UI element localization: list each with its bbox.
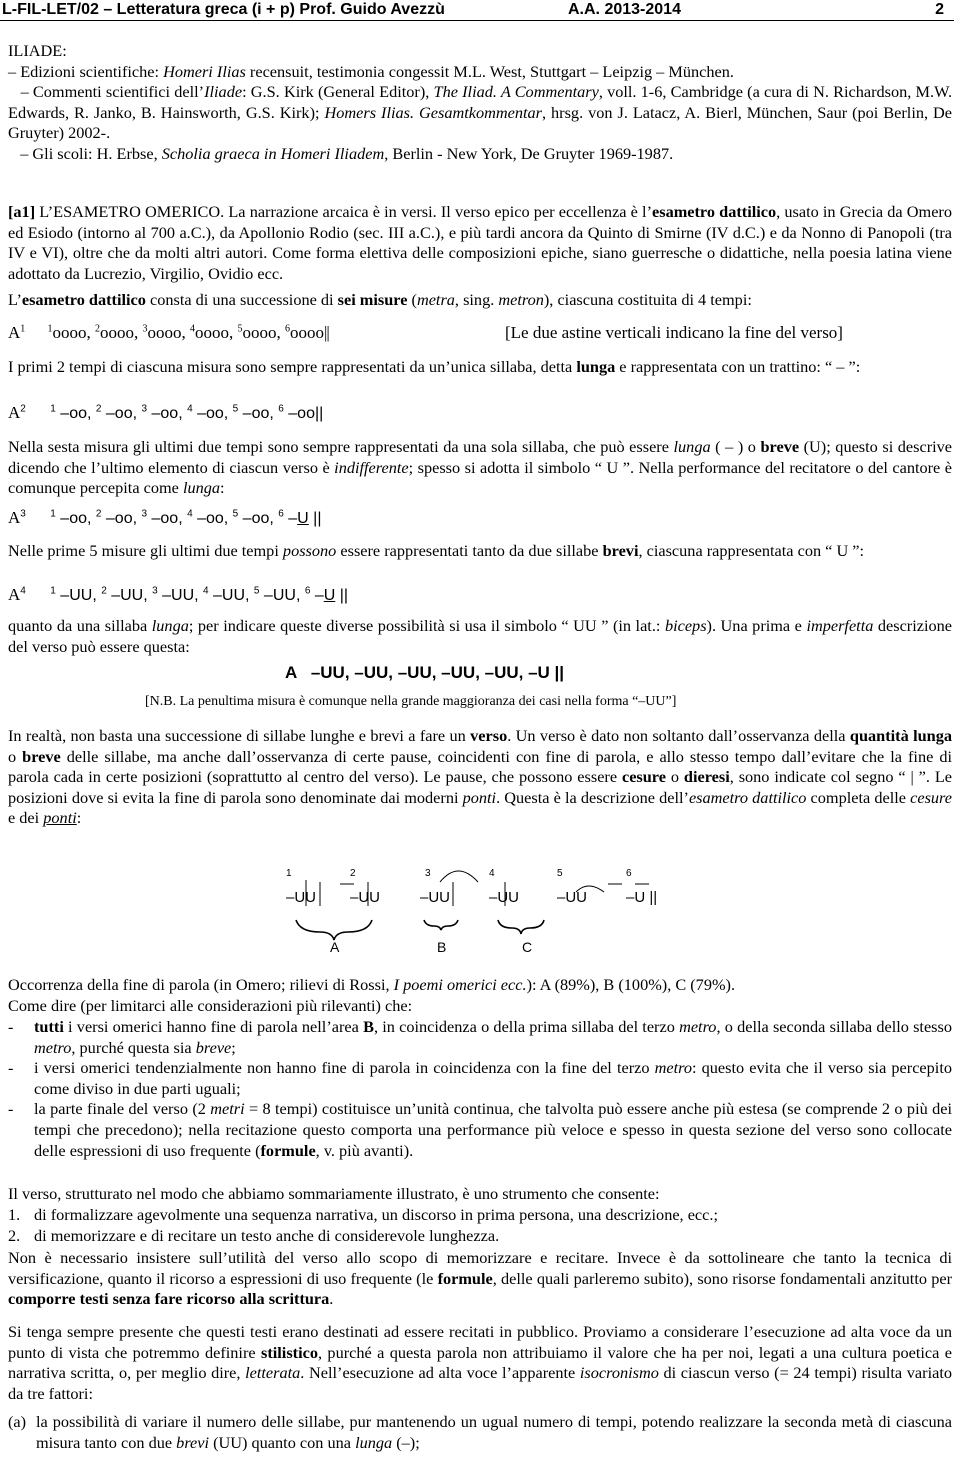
metron-number: 4 <box>489 868 495 879</box>
paragraph-sesta-misura: Nella sesta misura gli ultimi due tempi sono sempre rappresentati da una sola sillaba, che può essere lunga ( – ) o breve (U); questo si descrive dicendo che l’ultimo elemento di ciascun verso è indifferente; spesso si adotta il simbolo “ U ”. Nella performance del recitatore o del cantore è comunque percepita come lunga: <box>8 437 953 498</box>
svg-text:–UU: –UU <box>286 889 317 906</box>
scheme-a2: $A^2$ $^1$ –oo, $^2$ –oo, $^3$ –oo, $^4$ –oo, $^5$ –oo, $^6$ –oo|| <box>8 403 324 422</box>
biblio-commentaries: – Commenti scientifici dell’Iliade: G.S. Kirk (General Editor), The Iliad. A Commentary, voll. 1-6, Cambridge (a cura di N. Richardson, M.W. Edwards, R. Janko, B. Hainsworth, G.S. Kirk); Homers Ilias. Gesamtkommentar, hrsg. von J. Latacz, A. Bierl, München, Saur (poi Berlin, De Gruyter) 2002-. <box>8 82 953 143</box>
list-item: 1. di formalizzare agevolmente una sequenza narrativa, un discorso in prima persona, una descrizione, ecc.; <box>8 1205 718 1224</box>
hexameter-diagram <box>0 860 960 960</box>
biblio-editions: – Edizioni scientifiche: Homeri Ilias recensuit, testimonia congessit M.L. West, Stuttgart – Leipzig – München. <box>8 61 734 81</box>
bibliography <box>8 41 952 165</box>
area-label-c: C <box>522 939 533 955</box>
course-title: L-FIL-LET/02 – Letteratura greca (i + p) Prof. Guido Avezzù <box>2 1 445 18</box>
paragraph-misure: L’esametro dattilico consta di una successione di sei misure (metra, sing. metron), ciascuna costituita di 4 tempi: <box>8 290 752 309</box>
scheme-a1-note: [Le due astine verticali indicano la fine del verso] <box>505 323 843 342</box>
occurrence-note: Occorrenza della fine di parola (in Omero; rilievi di Rossi, I poemi omerici ecc.): A (89%), B (100%), C (79%). <box>8 975 736 994</box>
biblio-scholia: – Gli scoli: H. Erbse, Scholia graeca in Homeri Iliadem, Berlin - New York, De Gruyter 1969-1987. <box>8 143 674 163</box>
numbered-list <box>8 1205 952 1246</box>
section-a1-intro: [a1] L’ESAMETRO OMERICO. La narrazione arcaica è in versi. Il verso epico per eccellenza è l’esametro dattilico, usato in Grecia da Omero ed Esiodo (intorno al 700 a.C.), da Apollonio Rodio (sec. III a.C.), e più tardi ancora da Quinto di Smirne (IV d.C.) e da Nonno di Panopoli (tra IV e VI), oltre che da molti altri autori. Come forma elettiva delle composizioni epiche, siano guerresche o didattiche, nella poesia latina viene adottato da Lucrezio, Virgilio, Ovidio ecc. <box>8 202 952 283</box>
area-braces <box>296 920 544 940</box>
svg-text:–UU: –UU <box>350 889 381 906</box>
list-item: (a) la possibilità di variare il numero delle sillabe, pur mantenendo un ugual numero di tempi, potendo realizzare la seconda metà di ciascuna misura tanto con due brevi (UU) quanto con una lunga (–); <box>8 1412 952 1452</box>
list-item: - tutti i versi omerici hanno fine di parola nell’area B, in coincidenza o della prima sillaba del terzo metro, o della seconda sillaba dello stesso metro, purché questa sia breve; <box>8 1017 952 1057</box>
syllable-row <box>286 889 657 906</box>
nb-note: [N.B. La penultima misura è comunque nella grande maggioranza dei casi nella forma “–UU”] <box>145 694 677 709</box>
svg-text:–UU: –UU <box>489 889 520 906</box>
paragraph-stilistico: Si tenga sempre presente che questi testi erano destinati ad essere recitati in pubblico. Proviamo a considerare l’esecuzione ad alta voce da un punto di vista che potremmo definire stilistico, purché a questa parola non attribuiamo il valore che ha per noi, legati a una cultura poetica e narrativa scritta, o, per meglio dire, letterata. Nell’esecuzione ad alta voce l’apparente isocronismo di ciascun verso (= 24 tempi) risulta variato da tre fattori: <box>8 1322 953 1403</box>
academic-year: A.A. 2013-2014 <box>568 1 681 18</box>
svg-text:–UU: –UU <box>420 889 451 906</box>
scheme-a3: $A^3$ $^1$ –oo, $^2$ –oo, $^3$ –oo, $^4$ –oo, $^5$ –oo, $^6$ –U || <box>8 508 322 527</box>
factor-list <box>8 1412 952 1453</box>
paragraph-biceps: quanto da una sillaba lunga; per indicare queste diverse possibilità si usa il simbolo “ UU ” (in lat.: biceps). Una prima e imperfetta descrizione del verso può essere questa: <box>8 616 953 656</box>
list-item: - i versi omerici tendenzialmente non hanno fine di parola in coincidenza con la fine del terzo metro: questo evita che il verso sia percepito come diviso in due parti uguali; <box>8 1058 952 1098</box>
consequences-list <box>8 1017 952 1161</box>
come-dire: Come dire (per limitarci alle considerazioni più rilevanti) che: <box>8 996 413 1015</box>
paragraph-brevi: Nelle prime 5 misure gli ultimi due tempi possono essere rappresentati tanto da due sillabe brevi, ciascuna rappresentata con “ U ”: <box>8 541 865 560</box>
svg-text:–UU: –UU <box>557 889 588 906</box>
scheme-a1: $A^1$ $^1$oooo, $^2$oooo, $^3$oooo, $^4$oooo, $^5$oooo, $^6$oooo|| [Le due astine verticali indicano la fine del verso] <box>8 323 843 342</box>
biblio-title: ILIADE: <box>8 41 67 60</box>
list-item: - la parte finale del verso (2 metri = 8 tempi) costituisce un’unità continua, che talvolta può essere anche più estesa (se comprende 2 o più dei tempi che precedono); nella recitazione questo comporta una performance più veloce e spesso in questa sezione del verso sono collocate delle espressioni di uso frequente (formule, v. più avanti). <box>8 1099 952 1160</box>
area-label-a: A <box>330 939 340 955</box>
svg-text:–U ||: –U || <box>626 889 658 906</box>
paragraph-lunga: I primi 2 tempi di ciascuna misura sono sempre rappresentati da un’unica sillaba, detta lunga e rappresentata con un trattino: “ – ”: <box>8 357 861 376</box>
paragraph-formule: Non è necessario insistere sull’utilità del verso allo scopo di memorizzare e recitare. Invece è da sottolineare che tanto la tecnica di versificazione, quanto il ricorso a espressioni di uso frequente (le formule, delle quali parleremo subito), sono risorse fondamentali anzitutto per comporre testi senza fare ricorso alla scrittura. <box>8 1248 952 1309</box>
verso-strumento: Il verso, strutturato nel modo che abbiamo sommariamente illustrato, è uno strumento che consente: <box>8 1184 660 1203</box>
area-label-b: B <box>437 939 447 955</box>
paragraph-cesure: In realtà, non basta una successione di sillabe lunghe e brevi a fare un verso. Un verso è dato non soltanto dall’osservanza della quantità lunga o breve delle sillabe, ma anche dall’osservanza di certe pause, coincidenti con fine di parola, e allo stesso tempo dall’evitare che la fine di parola cada in certe posizioni (soprattutto al centro del verso). Le pause, che possono essere cesure o dieresi, sono indicate col segno “ | ”. Le posizioni dove si evita la fine di parola sono denominate dai moderni ponti. Questa è la descrizione dell’esametro dattilico completa delle cesure e dei ponti: <box>8 726 953 828</box>
page-header <box>0 0 954 21</box>
metron-number: 3 <box>425 868 431 879</box>
metron-number: 2 <box>350 868 356 879</box>
scheme-a4: $A^4$ $^1$ –UU, $^2$ –UU, $^3$ –UU, $^4$ –UU, $^5$ –UU, $^6$ –U || <box>8 585 349 604</box>
metron-number: 5 <box>557 868 563 879</box>
metron-number: 1 <box>286 868 292 879</box>
list-item: 2. di memorizzare e di recitare un testo anche di considerevole lunghezza. <box>8 1225 500 1245</box>
metron-number: 6 <box>626 868 632 879</box>
page-number: 2 <box>935 1 944 18</box>
scheme-final: A –UU, –UU, –UU, –UU, –UU, –U || <box>285 663 565 682</box>
